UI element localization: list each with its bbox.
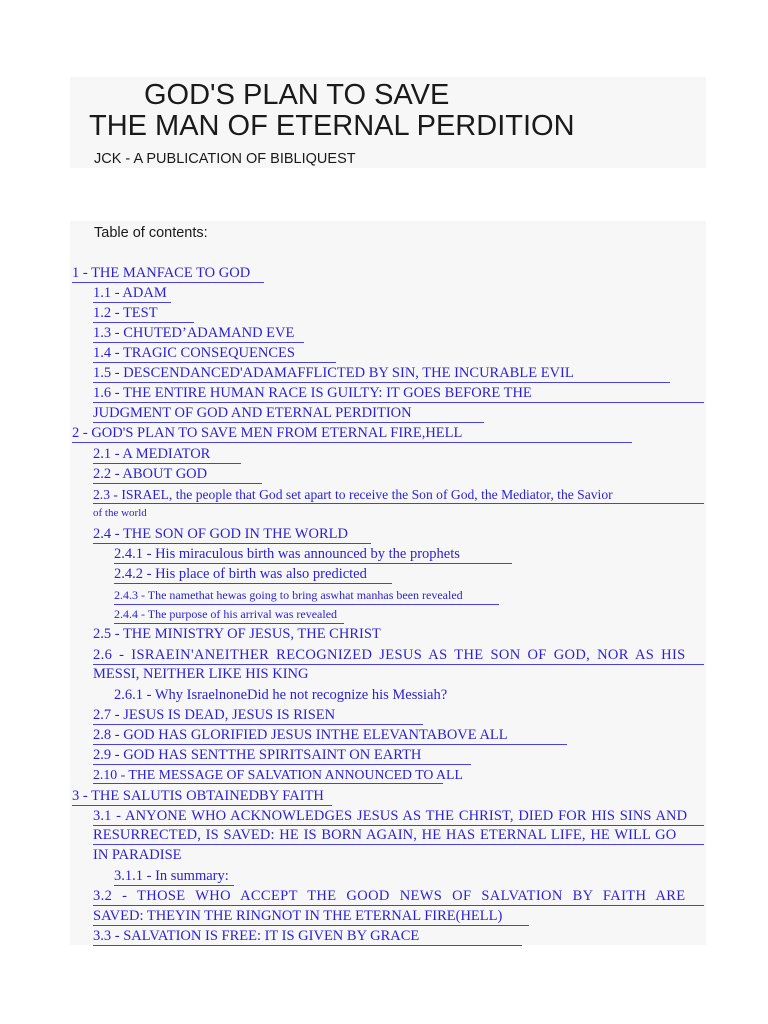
toc-link[interactable]: 3.2 - THOSE WHO ACCEPT THE GOOD NEWS OF SALVATION BY FAITH ARE [93,888,704,906]
toc-heading: Table of contents: [94,225,208,241]
toc-link[interactable]: 2.4.2 - His place of birth was also predicted [114,566,392,584]
document-title-line2: THE MAN OF ETERNAL PERDITION [89,110,575,142]
toc-link[interactable]: 1.6 - THE ENTIRE HUMAN RACE IS GUILTY: IT GOES BEFORE THE [93,385,704,403]
toc-link[interactable]: SAVED: THEYIN THE RINGNOT IN THE ETERNAL FIRE(HELL) [93,908,529,926]
toc-link[interactable]: 2.9 - GOD HAS SENTTHE SPIRITSAINT ON EARTH [93,747,471,765]
toc-link[interactable]: 3.1.1 - In summary: [114,868,234,886]
toc-link[interactable]: 1.2 - TEST [93,305,194,323]
toc-link[interactable]: 2.10 - THE MESSAGE OF SALVATION ANNOUNCED TO ALL [93,767,463,782]
toc-link[interactable]: 3.3 - SALVATION IS FREE: IT IS GIVEN BY GRACE [93,928,522,946]
toc-link[interactable]: 2.5 - THE MINISTRY OF JESUS, THE CHRIST [93,626,381,642]
toc-link[interactable]: 3.1 - ANYONE WHO ACKNOWLEDGES JESUS AS THE CHRIST, DIED FOR HIS SINS AND [93,808,704,826]
toc-link[interactable]: 2.4 - THE SON OF GOD IN THE WORLD [93,526,371,544]
toc-link[interactable]: 1.4 - TRAGIC CONSEQUENCES [93,345,336,363]
toc-link[interactable]: 1.1 - ADAM [93,285,171,303]
toc-link[interactable]: of the world [93,507,147,519]
toc-link[interactable]: 2.1 - A MEDIATOR [93,446,241,464]
toc-link[interactable]: 2.7 - JESUS IS DEAD, JESUS IS RISEN [93,707,423,725]
toc-link[interactable]: 2 - GOD'S PLAN TO SAVE MEN FROM ETERNAL FIRE,HELL [72,425,632,443]
table-of-contents [70,221,706,945]
toc-link[interactable]: IN PARADISE [93,847,182,863]
toc-link[interactable]: 3 - THE SALUTIS OBTAINEDBY FAITH [72,788,332,806]
toc-link[interactable]: 2.3 - ISRAEL, the people that God set apart to receive the Son of God, the Mediator, the Savior [93,486,704,504]
toc-link[interactable]: 1 - THE MANFACE TO GOD [72,265,264,283]
toc-link[interactable]: 2.4.1 - His miraculous birth was announced by the prophets [114,546,512,564]
toc-link[interactable]: 1.3 - CHUTED’ADAMAND EVE [93,325,304,343]
toc-link[interactable]: 2.4.3 - The namethat hewas going to bring aswhat manhas been revealed [114,587,499,605]
toc-link[interactable]: 2.8 - GOD HAS GLORIFIED JESUS INTHE ELEVANTABOVE ALL [93,727,567,745]
toc-link[interactable]: 2.4.4 - The purpose of his arrival was revealed [114,606,344,624]
title-block [70,77,706,168]
toc-link[interactable]: 2.6 - ISRAEIN'ANEITHER RECOGNIZED JESUS AS THE SON OF GOD, NOR AS HIS [93,647,704,665]
toc-link[interactable]: 1.5 - DESCENDANCED'ADAMAFFLICTED BY SIN, THE INCURABLE EVIL [93,365,670,383]
document-title-line1: GOD'S PLAN TO SAVE [144,79,450,111]
toc-link[interactable]: 2.6.1 - Why IsraelnoneDid he not recognize his Messiah? [114,687,448,703]
toc-link[interactable]: JUDGMENT OF GOD AND ETERNAL PERDITION [93,405,484,423]
document-byline: JCK - A PUBLICATION OF BIBLIQUEST [94,151,356,167]
toc-link[interactable]: RESURRECTED, IS SAVED: HE IS BORN AGAIN, HE HAS ETERNAL LIFE, HE WILL GO [93,827,704,845]
toc-link[interactable]: MESSI, NEITHER LIKE HIS KING [93,666,309,682]
toc-link[interactable]: 2.2 - ABOUT GOD [93,466,262,484]
